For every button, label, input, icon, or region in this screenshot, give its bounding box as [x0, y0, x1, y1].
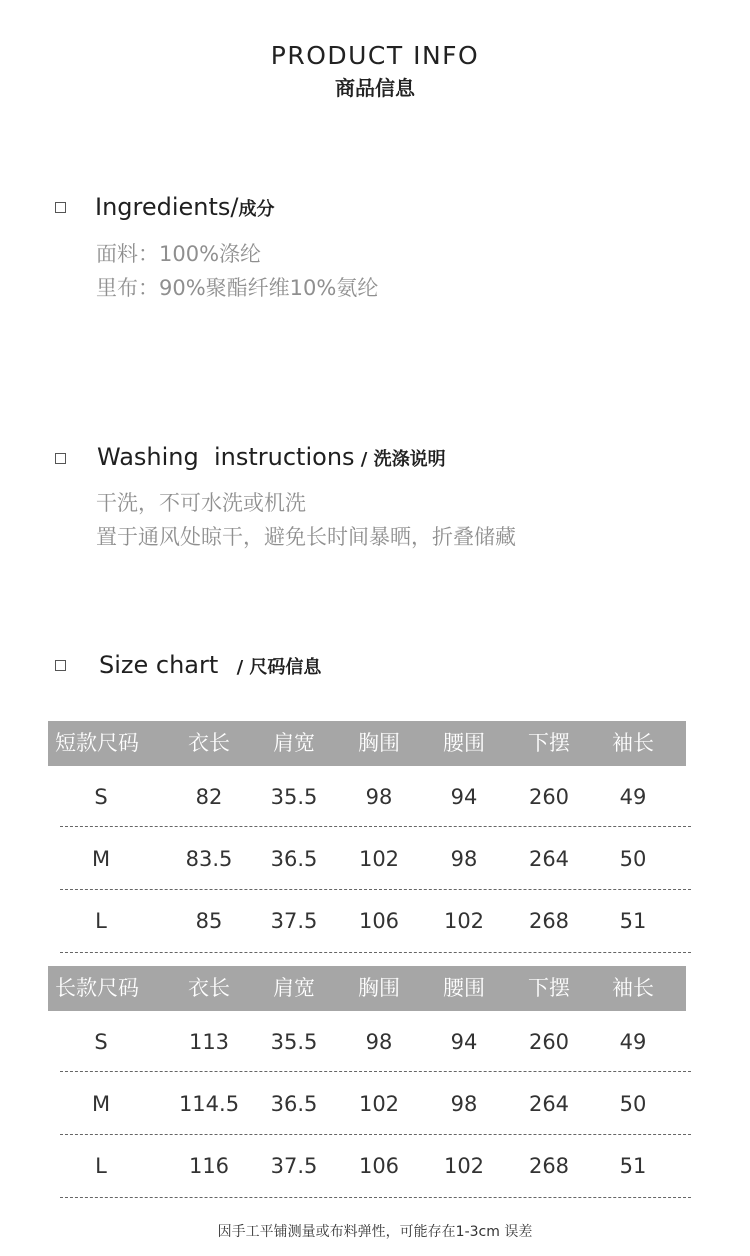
size-square-icon — [55, 660, 66, 671]
washing-heading — [97, 443, 446, 471]
size-value-cell: 114.5 — [178, 1092, 240, 1116]
row-divider — [60, 826, 691, 827]
size-value-cell: 116 — [188, 1154, 230, 1178]
size-label-cell: S — [94, 1030, 108, 1054]
size-value-cell: 36.5 — [270, 1092, 318, 1116]
size-value-cell: 264 — [528, 1092, 570, 1116]
size-table-header-cell: 腰围 — [443, 731, 485, 755]
ingredients-heading — [95, 193, 275, 221]
size-table-header-cell: 肩宽 — [273, 976, 315, 1000]
size-value-cell: 260 — [528, 785, 570, 809]
size-label-cell: S — [94, 785, 108, 809]
size-value-cell: 50 — [619, 1092, 647, 1116]
page-title-zh: 商品信息 — [335, 76, 415, 100]
washing-line: 置于通风处晾干，避免长时间暴晒，折叠储藏 — [96, 525, 516, 549]
washing-square-icon — [55, 453, 66, 464]
size-table-header-cell: 长款尺码 — [55, 976, 139, 1000]
size-value-cell: 113 — [188, 1030, 230, 1054]
size-heading-zh: / 尺码信息 — [230, 657, 322, 678]
size-value-cell: 35.5 — [270, 1030, 318, 1054]
size-value-cell: 98 — [450, 847, 478, 871]
size-value-cell: 260 — [528, 1030, 570, 1054]
size-heading — [99, 651, 321, 679]
size-value-cell: 37.5 — [270, 1154, 318, 1178]
size-heading-en: Size chart — [99, 651, 219, 679]
size-table-header — [48, 966, 686, 1011]
size-value-cell: 49 — [619, 785, 647, 809]
size-table-header-cell: 胸围 — [358, 976, 400, 1000]
size-label-cell: L — [95, 1154, 107, 1178]
page-title-en: PRODUCT INFO — [270, 41, 480, 70]
size-value-cell: 106 — [358, 909, 400, 933]
size-value-cell: 102 — [358, 847, 400, 871]
size-value-cell: 94 — [450, 785, 478, 809]
ingredients-line: 面料：100%涤纶 — [96, 242, 262, 266]
row-divider — [60, 889, 691, 890]
size-value-cell: 102 — [358, 1092, 400, 1116]
size-value-cell: 82 — [195, 785, 223, 809]
size-table-header-cell: 短款尺码 — [55, 731, 139, 755]
size-value-cell: 98 — [365, 1030, 393, 1054]
size-value-cell: 264 — [528, 847, 570, 871]
washing-line: 干洗，不可水洗或机洗 — [96, 491, 306, 515]
row-divider — [60, 952, 691, 953]
size-table-header — [48, 721, 686, 766]
size-label-cell: M — [91, 847, 111, 871]
size-value-cell: 51 — [619, 1154, 647, 1178]
size-value-cell: 106 — [358, 1154, 400, 1178]
size-value-cell: 268 — [528, 909, 570, 933]
washing-heading-zh: / 洗涤说明 — [354, 449, 446, 470]
size-table-header-cell: 衣长 — [188, 976, 230, 1000]
size-value-cell: 268 — [528, 1154, 570, 1178]
measurement-note: 因手工平铺测量或布料弹性，可能存在1-3cm 误差 — [217, 1224, 533, 1240]
row-divider — [60, 1134, 691, 1135]
size-table-header-cell: 腰围 — [443, 976, 485, 1000]
ingredients-square-icon — [55, 202, 66, 213]
size-label-cell: M — [91, 1092, 111, 1116]
ingredients-heading-zh: 成分 — [238, 199, 275, 220]
size-value-cell: 35.5 — [270, 785, 318, 809]
size-value-cell: 102 — [443, 1154, 485, 1178]
size-value-cell: 102 — [443, 909, 485, 933]
size-table-header-cell: 下摆 — [528, 731, 570, 755]
row-divider — [60, 1197, 691, 1198]
size-value-cell: 98 — [365, 785, 393, 809]
ingredients-heading-en: Ingredients/ — [95, 193, 239, 221]
size-value-cell: 50 — [619, 847, 647, 871]
size-table-header-cell: 肩宽 — [273, 731, 315, 755]
ingredients-line: 里布：90%聚酯纤维10%氨纶 — [96, 276, 379, 300]
row-divider — [60, 1071, 691, 1072]
size-table-header-cell: 衣长 — [188, 731, 230, 755]
size-value-cell: 98 — [450, 1092, 478, 1116]
washing-heading-en: Washing instructions — [97, 443, 355, 471]
size-table-header-cell: 袖长 — [612, 976, 654, 1000]
size-value-cell: 37.5 — [270, 909, 318, 933]
size-value-cell: 83.5 — [185, 847, 233, 871]
size-value-cell: 36.5 — [270, 847, 318, 871]
size-table-header-cell: 下摆 — [528, 976, 570, 1000]
size-label-cell: L — [95, 909, 107, 933]
size-value-cell: 51 — [619, 909, 647, 933]
size-value-cell: 49 — [619, 1030, 647, 1054]
size-value-cell: 85 — [195, 909, 223, 933]
size-value-cell: 94 — [450, 1030, 478, 1054]
size-table-header-cell: 袖长 — [612, 731, 654, 755]
size-table-header-cell: 胸围 — [358, 731, 400, 755]
